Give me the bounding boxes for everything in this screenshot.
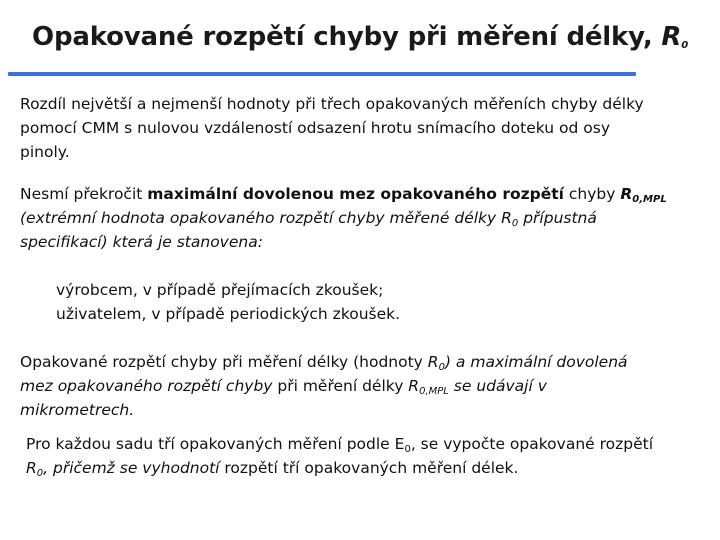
symbol-subscript: 0 — [438, 362, 445, 373]
paragraph-line — [20, 350, 700, 374]
list — [56, 278, 676, 326]
paragraph-line: Rozdíl největší a nejmenší hodnoty při třech opakovaných měřeních chyby délky — [20, 95, 644, 113]
symbol: R — [620, 185, 633, 203]
text-span: Nesmí překročit — [20, 185, 148, 203]
list-item: výrobcem, v případě přejímacích zkoušek; — [56, 281, 384, 299]
text-span: (extrémní hodnota opakovaného rozpětí chyby měřené délky — [20, 209, 502, 227]
subscript: 0 — [404, 444, 411, 455]
text-span: ) a maximální dovolená — [444, 353, 628, 371]
symbol-subscript: 0,MPL — [419, 386, 449, 397]
paragraph-line — [20, 206, 700, 230]
text-span: rozpětí tří opakovaných měření délek. — [219, 459, 519, 477]
title-text: Opakované rozpětí chyby při měření délky, — [32, 22, 662, 52]
title-symbol: R — [661, 22, 682, 52]
symbol-subscript: 0 — [36, 468, 44, 479]
paragraph-line: pinoly. — [20, 143, 70, 161]
paragraph-line: pomocí CMM s nulovou vzdáleností odsazení hrotu snímacího doteku od osy — [20, 119, 611, 137]
text-span: přípustná — [518, 209, 597, 227]
title-underline — [8, 72, 636, 76]
text-span: Opakované rozpětí chyby při měření délky (hodnoty — [20, 353, 428, 371]
symbol: R — [427, 353, 439, 371]
title-subscript: 0 — [681, 40, 688, 51]
text-span: při měření délky — [272, 377, 409, 395]
text-span: se udávají v — [448, 377, 547, 395]
text-span: chyby — [563, 185, 621, 203]
symbol: R — [26, 459, 37, 477]
bold-term: maximální dovolenou mez opakovaného rozpětí — [147, 185, 564, 203]
paragraph-line — [26, 456, 706, 480]
paragraph-limit — [20, 182, 700, 254]
symbol: R — [501, 209, 512, 227]
symbol-subscript: 0 — [511, 218, 519, 229]
symbol: R — [408, 377, 420, 395]
text-span: , se vypočte opakované rozpětí — [410, 435, 654, 453]
paragraph-line — [20, 374, 700, 398]
text-span: Pro každou sadu tří opakovaných měření podle E — [26, 435, 405, 453]
page-title — [0, 22, 720, 52]
symbol-subscript: 0,MPL — [632, 194, 667, 205]
text-span: , přičemž se vyhodnotí — [43, 459, 220, 477]
paragraph-procedure — [26, 432, 706, 480]
paragraph-units — [20, 350, 700, 422]
paragraph-line: specifikací) která je stanovena: — [20, 233, 263, 251]
paragraph-line: mikrometrech. — [20, 401, 135, 419]
paragraph-line — [26, 432, 706, 456]
list-item: uživatelem, v případě periodických zkoušek. — [56, 305, 401, 323]
text-span: mez opakovaného rozpětí chyby — [20, 377, 273, 395]
paragraph-definition — [20, 92, 700, 164]
paragraph-line — [20, 182, 700, 206]
